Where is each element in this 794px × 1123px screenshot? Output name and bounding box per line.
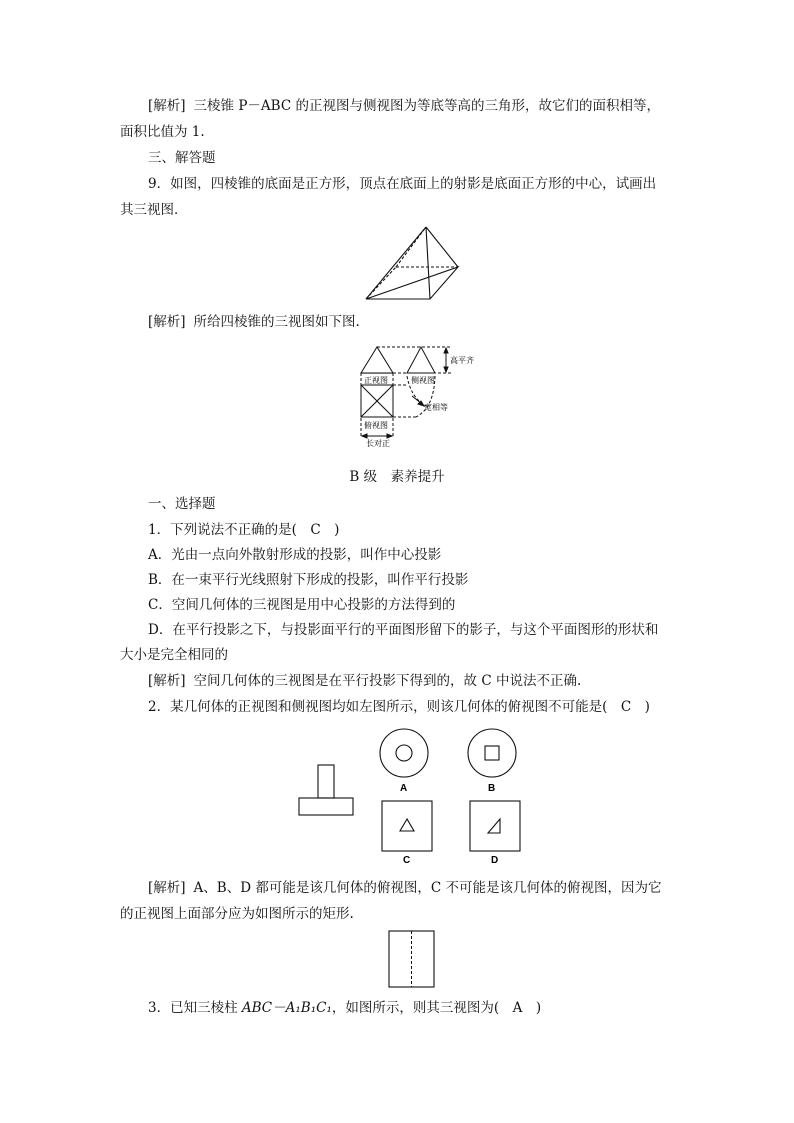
q8-analysis-line1: [解析] 三棱锥 P－ABC 的正视图与侧视图为等底等高的三角形，故它们的面积相等， — [148, 98, 660, 114]
q2-figure — [295, 725, 525, 870]
q9-analysis: [解析] 所给四棱锥的三视图如下图. — [148, 314, 360, 330]
q1-option-b: B．在一束平行光线照射下形成的投影，叫作平行投影 — [148, 572, 469, 588]
q1-option-d-line2: 大小是完全相同的 — [120, 647, 228, 663]
q1-stem: 1．下列说法不正确的是( C ) — [148, 522, 340, 538]
q1-option-c: C．空间几何体的三视图是用中心投影的方法得到的 — [148, 597, 456, 613]
q2-stem: 2．某几何体的正视图和侧视图均如左图所示，则该几何体的俯视图不可能是( C ) — [148, 699, 650, 715]
section-heading-choice: 一、选择题 — [148, 496, 216, 512]
q2-front-rectangle — [388, 930, 436, 990]
option-a-label: A — [400, 783, 408, 794]
prism-name: ABC－A₁B₁C₁ — [241, 1000, 332, 1016]
q9-stem-line1: 9．如图，四棱锥的底面是正方形，顶点在底面上的射影是底面正方形的中心，试画出 — [148, 176, 657, 192]
q1-option-a: A．光由一点向外散射形成的投影，叫作中心投影 — [148, 547, 442, 563]
q3-stem: 3．已知三棱柱 ABC－A₁B₁C₁，如图所示，则其三视图为( A ) — [148, 1000, 542, 1016]
top-view-label: 俯视图 — [364, 421, 388, 430]
level-b-heading: B 级 素养提升 — [349, 469, 445, 485]
analysis-tag: [解析] — [148, 673, 186, 689]
analysis-tag: [解析] — [148, 98, 186, 114]
long-align-label: 长对正 — [366, 439, 390, 448]
q2-analysis-line2: 的正视图上面部分应为如图所示的矩形. — [120, 906, 354, 922]
section-heading-solve: 三、解答题 — [148, 150, 216, 166]
t-shape-stem — [318, 765, 334, 798]
option-d-label: D — [491, 855, 499, 866]
q8-analysis-line2: 面积比值为 1. — [120, 124, 205, 140]
three-view-figure — [356, 340, 506, 452]
analysis-tag: [解析] — [148, 880, 186, 896]
pyramid-figure — [360, 222, 465, 304]
high-align-label: 高平齐 — [450, 356, 474, 365]
wide-equal-label: 宽相等 — [424, 403, 448, 412]
q9-stem-line2: 其三视图． — [120, 202, 188, 218]
side-view-label: 侧视图 — [411, 376, 435, 385]
front-view-label: 正视图 — [364, 376, 388, 385]
q2-analysis-line1: [解析] A、B、D 都可能是该几何体的俯视图，C 不可能是该几何体的俯视图，因为它 — [148, 880, 662, 896]
t-shape-base — [299, 798, 353, 815]
option-c-label: C — [403, 855, 411, 866]
analysis-tag: [解析] — [148, 314, 186, 330]
q1-analysis: [解析] 空间几何体的三视图是在平行投影下得到的，故 C 中说法不正确. — [148, 673, 582, 689]
option-b-label: B — [488, 783, 496, 794]
q1-option-d-line1: D．在平行投影之下，与投影面平行的平面图形留下的影子，与这个平面图形的形状和 — [148, 622, 659, 638]
